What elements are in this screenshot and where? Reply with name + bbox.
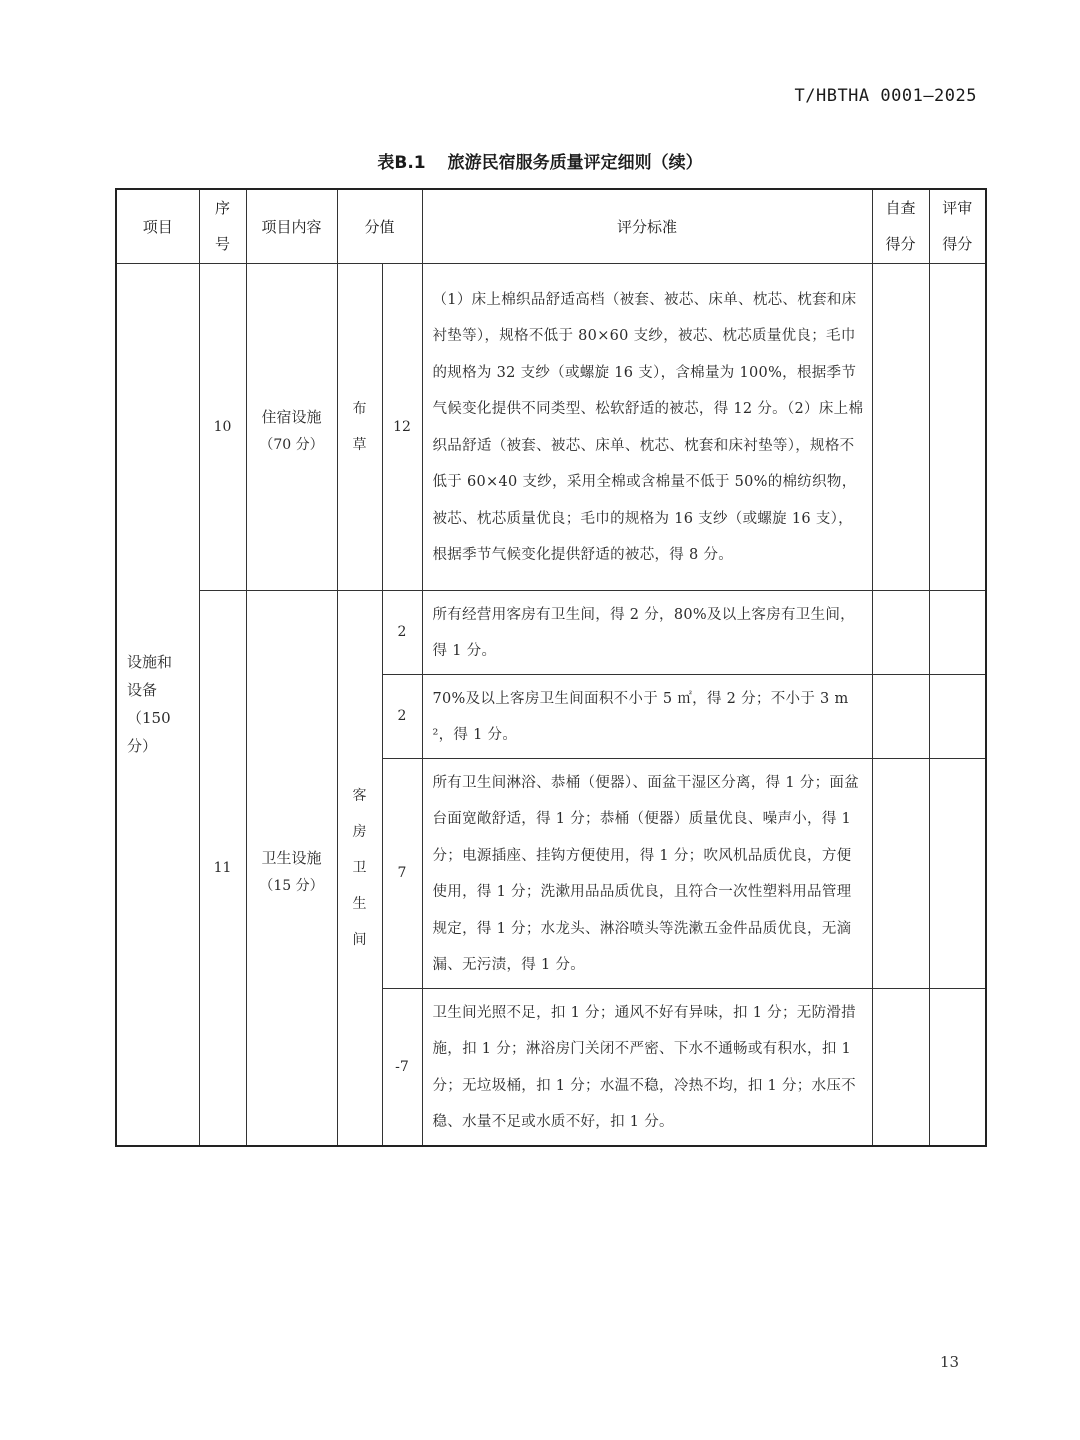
category-cell bbox=[116, 263, 199, 1146]
criteria-part: （2）床上棉织品舒适（被套、被芯、床单、枕芯、枕套和床衬垫等），规格不低于 60×40 支纱，采用全棉或含棉量不低于 50%的棉纺织物，被芯、枕芯质量优良；毛巾的规格为 16 支纱（或螺旋 16 支），根据季节气候变化提供舒适的被芯，得 8 分。 bbox=[432, 401, 864, 563]
subitem-char: 客 bbox=[352, 787, 367, 804]
table-title-text: 旅游民宿服务质量评定细则（续） bbox=[447, 153, 703, 173]
criteria-cell: 所有经营用客房有卫生间，得 2 分，80%及以上客房有卫生间，得 1 分。 bbox=[422, 590, 872, 674]
criteria-cell bbox=[422, 263, 872, 590]
self-score-cell[interactable] bbox=[872, 590, 929, 674]
score-cell: 2 bbox=[382, 590, 422, 674]
criteria-cell: 卫生间光照不足，扣 1 分；通风不好有异味，扣 1 分；无防滑措施，扣 1 分；淋浴房门关闭不严密、下水不通畅或有积水，扣 1 分；无垃圾桶，扣 1 分；水温不稳，冷热不均，扣 1 分；水压不稳、水量不足或水质不好，扣 1 分。 bbox=[422, 988, 872, 1146]
table-row bbox=[116, 590, 986, 674]
content-line: （70 分） bbox=[259, 436, 324, 453]
score-cell: -7 bbox=[382, 988, 422, 1146]
seq-cell: 11 bbox=[199, 590, 246, 1146]
table-row bbox=[116, 263, 986, 590]
content-line: 住宿设施 bbox=[261, 407, 322, 426]
review-score-cell[interactable] bbox=[929, 263, 986, 590]
self-score-cell[interactable] bbox=[872, 988, 929, 1146]
self-score-cell[interactable] bbox=[872, 263, 929, 590]
header-item: 项目 bbox=[116, 189, 199, 263]
header-self-score bbox=[872, 189, 929, 263]
criteria-cell: 70%及以上客房卫生间面积不小于 5 ㎡，得 2 分；不小于 3 m²，得 1 分。 bbox=[422, 674, 872, 758]
review-score-cell[interactable] bbox=[929, 674, 986, 758]
category-line: （150 bbox=[127, 709, 171, 727]
review-score-cell[interactable] bbox=[929, 590, 986, 674]
score-cell: 12 bbox=[382, 263, 422, 590]
subitem-char: 草 bbox=[352, 436, 367, 453]
header-self-bottom: 得分 bbox=[885, 235, 916, 254]
category-line: 设备 bbox=[127, 681, 158, 699]
header-review-top: 评审 bbox=[942, 199, 973, 218]
content-cell bbox=[246, 263, 337, 590]
header-review-score bbox=[929, 189, 986, 263]
evaluation-table bbox=[115, 188, 987, 1147]
page-number: 13 bbox=[940, 1353, 960, 1371]
subitem-char: 生 bbox=[352, 895, 367, 912]
subitem-char: 间 bbox=[352, 931, 367, 948]
subitem-char: 卫 bbox=[352, 859, 367, 876]
subitem-cell bbox=[337, 590, 382, 1146]
review-score-cell[interactable] bbox=[929, 988, 986, 1146]
review-score-cell[interactable] bbox=[929, 758, 986, 988]
header-content: 项目内容 bbox=[246, 189, 337, 263]
header-seq-top: 序 bbox=[214, 199, 230, 218]
header-criteria: 评分标准 bbox=[422, 189, 872, 263]
content-line: （15 分） bbox=[259, 877, 324, 894]
seq-cell: 10 bbox=[199, 263, 246, 590]
self-score-cell[interactable] bbox=[872, 758, 929, 988]
header-score: 分值 bbox=[337, 189, 422, 263]
subitem-cell bbox=[337, 263, 382, 590]
criteria-part: （1）床上棉织品舒适高档（被套、被芯、床单、枕芯、枕套和床衬垫等），规格不低于 80×60 支纱，被芯、枕芯质量优良；毛巾的规格为 32 支纱（或螺旋 16 支），含棉量为 100%，根据季节气候变化提供不同类型、松软舒适的被芯，得 12 分。 bbox=[432, 291, 857, 417]
header-row bbox=[116, 189, 986, 263]
table-number: 表B.1 bbox=[377, 153, 426, 173]
score-cell: 7 bbox=[382, 758, 422, 988]
category-line: 设施和 bbox=[127, 653, 173, 671]
header-seq bbox=[199, 189, 246, 263]
category-line: 分） bbox=[127, 737, 158, 755]
score-cell: 2 bbox=[382, 674, 422, 758]
subitem-char: 布 bbox=[352, 400, 367, 417]
document-code: T/HBTHA 0001—2025 bbox=[794, 86, 977, 106]
header-review-bottom: 得分 bbox=[942, 235, 973, 254]
content-cell bbox=[246, 590, 337, 1146]
header-seq-bottom: 号 bbox=[214, 235, 230, 254]
criteria-cell: 所有卫生间淋浴、恭桶（便器）、面盆干湿区分离，得 1 分；面盆台面宽敞舒适，得 1 分；恭桶（便器）质量优良、噪声小，得 1 分；电源插座、挂钩方便使用，得 1 分；吹风机品质优良，方便使用，得 1 分；洗漱用品品质优良，且符合一次性塑料用品管理规定，得 1 分；水龙头、淋浴喷头等洗漱五金件品质优良，无滴漏、无污渍，得 1 分。 bbox=[422, 758, 872, 988]
table-title bbox=[0, 148, 1080, 173]
subitem-char: 房 bbox=[352, 823, 367, 840]
self-score-cell[interactable] bbox=[872, 674, 929, 758]
header-self-top: 自查 bbox=[885, 199, 916, 218]
content-line: 卫生设施 bbox=[261, 848, 322, 867]
